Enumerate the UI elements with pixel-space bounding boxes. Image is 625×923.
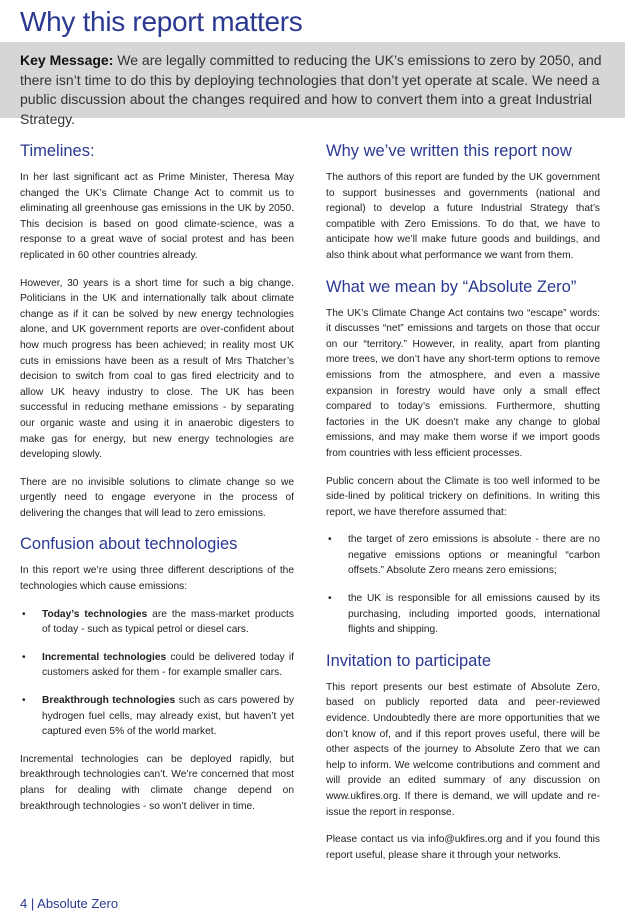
technology-list	[20, 607, 294, 740]
page-footer	[20, 896, 118, 911]
left-column	[20, 140, 294, 826]
list-item-term: Incremental technologies	[42, 651, 167, 663]
invitation-heading: Invitation to participate	[326, 651, 492, 670]
invitation-paragraph-1: This report presents our best estimate of Absolute Zero, based on publicly reported data and peer-reviewed evidence. Undoubtedly there are more opportunities that we don’t know of, and if this report proves useful, there will be other aspects of the journey to Absolute Zero that we can help to inform. We welcome contributions and comment and will provide an edited summary of any discussion on www.ukfires.org. If there is demand, we will update and re-issue the report in response.	[326, 681, 600, 818]
list-item	[20, 650, 294, 681]
invitation-paragraph-2: Please contact us via info@ukfires.org and if you found this report useful, please share it through your networks.	[326, 834, 600, 861]
confusion-intro: In this report we’re using three different descriptions of the technologies which cause emissions:	[20, 565, 294, 593]
list-item	[326, 591, 600, 638]
confusion-heading: Confusion about technologies	[20, 535, 238, 554]
bullet-icon: •	[328, 534, 332, 546]
absolute-zero-paragraph-2: Public concern about the Climate is too well informed to be side-lined by political trickery on definitions. In writing this report, we have therefore assumed that:	[326, 475, 600, 518]
list-item-text: the target of zero emissions is absolute - there are no negative emissions options or meaningful “carbon offsets.” Absolute Zero means zero emissions;	[348, 534, 600, 577]
timelines-heading: Timelines:	[20, 142, 95, 160]
confusion-outro: Incremental technologies can be deployed rapidly, but breakthrough technologies can’t. We’re concerned that most plans for dealing with climate change depend on breakthrough technologies - so won’t deliver in time.	[20, 753, 294, 812]
list-item-term: Today’s technologies	[42, 608, 148, 620]
list-item	[20, 693, 294, 740]
list-item-term: Breakthrough technologies	[42, 695, 176, 707]
list-item	[326, 532, 600, 579]
bullet-icon: •	[22, 608, 26, 620]
timelines-paragraph-2: However, 30 years is a short time for such a big change. Politicians in the UK and internationally talk about climate change as if it can be solved by new energy technologies alone, and UK government reports are over-confident about how much progress has been achieved; in reality most UK cuts in emissions have been as a result of Mrs Thatcher’s decision to switch from coal to gas fired electricity and to allow UK heavy industry to close. The UK has been successful in reducing methane emissions - by separating our organic waste and using it in anaerobic digesters to make gas for energy, but new energy technologies are developing slowly.	[20, 277, 294, 461]
key-message-box	[0, 42, 625, 127]
timelines-paragraph-3: There are no invisible solutions to climate change so we urgently need to engage everyone in the process of delivering the changes that will lead to zero emissions.	[20, 476, 294, 519]
list-item-text: are the mass-market products of today - such as typical petrol or diesel cars.	[42, 608, 294, 636]
list-item-text: could be delivered today if customers asked for them - for example smaller cars.	[42, 651, 294, 679]
absolute-zero-heading: What we mean by “Absolute Zero”	[326, 277, 577, 296]
key-message-label: Key Message:	[20, 52, 114, 68]
publication-name: Absolute Zero	[37, 896, 119, 911]
key-message-text: We are legally committed to reducing the UK’s emissions to zero by 2050, and there isn’t time to do this by deploying technologies that don’t yet operate at scale. We need a public discussion about the changes required and how to convert them into a great Industrial Strategy.	[20, 52, 602, 127]
right-column	[326, 140, 600, 875]
absolute-zero-paragraph-1: The UK’s Climate Change Act contains two “escape” words: it discusses “net” emissions and targets on those that occur on our “territory.” However, in reality, apart from planting more trees, we don’t have any short-term options to remove emissions from the atmosphere, and even a massive expansion in forestry would have only a small effect compared to today’s emissions. Furthermore, shutting factories in the UK doesn’t make any change to global emissions, and may make them worse if we import goods from countries with less efficient processes.	[326, 307, 600, 459]
list-item	[20, 607, 294, 638]
why-written-heading: Why we’ve written this report now	[326, 142, 572, 160]
why-written-paragraph: The authors of this report are funded by the UK government to support businesses and governments (national and regional) to develop a future Industrial Strategy that’s compatible with Zero Emissions. To do that, we have to anticipate how we’ll make future goods and buildings, and also think about what performance we want from them.	[326, 172, 600, 261]
page-title: Why this report matters	[20, 6, 303, 37]
assumptions-list	[326, 532, 600, 638]
timelines-paragraph-1: In her last significant act as Prime Minister, Theresa May changed the UK’s Climate Change Act to commit us to eliminating all greenhouse gas emissions in the UK by 2050. This decision is based on good climate-science, was a response to a great wave of social protest and has been replicated in 60 other countries already.	[20, 172, 294, 261]
page-number: 4	[20, 896, 28, 911]
list-item-text: the UK is responsible for all emissions caused by its purchasing, including imported goods, international flights and shipping.	[348, 593, 600, 636]
footer-separator: |	[30, 896, 35, 911]
list-item-text: such as cars powered by hydrogen fuel cells, may already exist, but haven’t yet captured even 5% of the world market.	[42, 695, 294, 738]
bullet-icon: •	[22, 651, 26, 663]
bullet-icon: •	[22, 695, 26, 707]
bullet-icon: •	[328, 593, 332, 605]
